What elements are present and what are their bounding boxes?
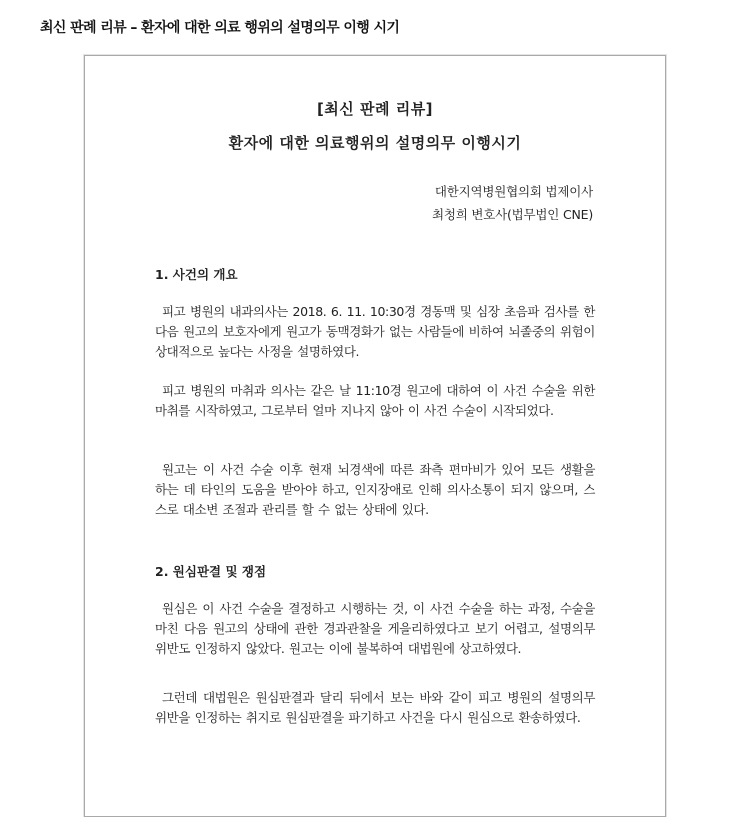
document-title-category: [최신 판례 리뷰]: [316, 100, 434, 118]
author-affiliation: 대한지역병원협의회 법제이사: [434, 184, 593, 199]
paragraph: 피고 병원의 마취과 의사는 같은 날 11:10경 원고에 대하여 이 사건 수술을 위한 마취를 시작하였고, 그로부터 얼마 지나지 않아 이 사건 수술이 시작되었다.: [155, 383, 595, 418]
section-heading: 1. 사건의 개요: [155, 267, 238, 282]
document-page: [84, 55, 666, 817]
paragraph: 원고는 이 사건 수술 이후 현재 뇌경색에 따른 좌측 편마비가 있어 모든 생활을 하는 데 타인의 도움을 받아야 하고, 인지장애로 인해 의사소통이 되지 않으며, 스스로 대소변 조절과 관리를 할 수 없는 상태에 있다.: [155, 462, 595, 517]
paragraph: 피고 병원의 내과의사는 2018. 6. 11. 10:30경 경동맥 및 심장 초음파 검사를 한 다음 원고의 보호자에게 원고가 동맥경화가 없는 사람들에 비하여 뇌졸중의 위험이 상대적으로 높다는 사정을 설명하였다.: [155, 304, 595, 359]
paragraph: 원심은 이 사건 수술을 결정하고 시행하는 것, 이 사건 수술을 하는 과정, 수술을 마친 다음 원고의 상태에 관한 경과관찰을 게을리하였다고 보기 어렵고, 설명의무 위반도 인정하지 않았다. 원고는 이에 불복하여 대법원에 상고하였다.: [155, 601, 595, 656]
document-title: 환자에 대한 의료행위의 설명의무 이행시기: [228, 134, 522, 152]
author-name: 최청희 변호사(법무법인 CNE): [431, 207, 593, 222]
section-heading: 2. 원심판결 및 쟁점: [155, 564, 267, 579]
page-title: 최신 판례 리뷰 – 환자에 대한 의료 행위의 설명의무 이행 시기: [40, 20, 400, 36]
paragraph: 그런데 대법원은 원심판결과 달리 뒤에서 보는 바와 같이 피고 병원의 설명의무 위반을 인정하는 취지로 원심판결을 파기하고 사건을 다시 원심으로 환송하였다.: [155, 690, 595, 725]
